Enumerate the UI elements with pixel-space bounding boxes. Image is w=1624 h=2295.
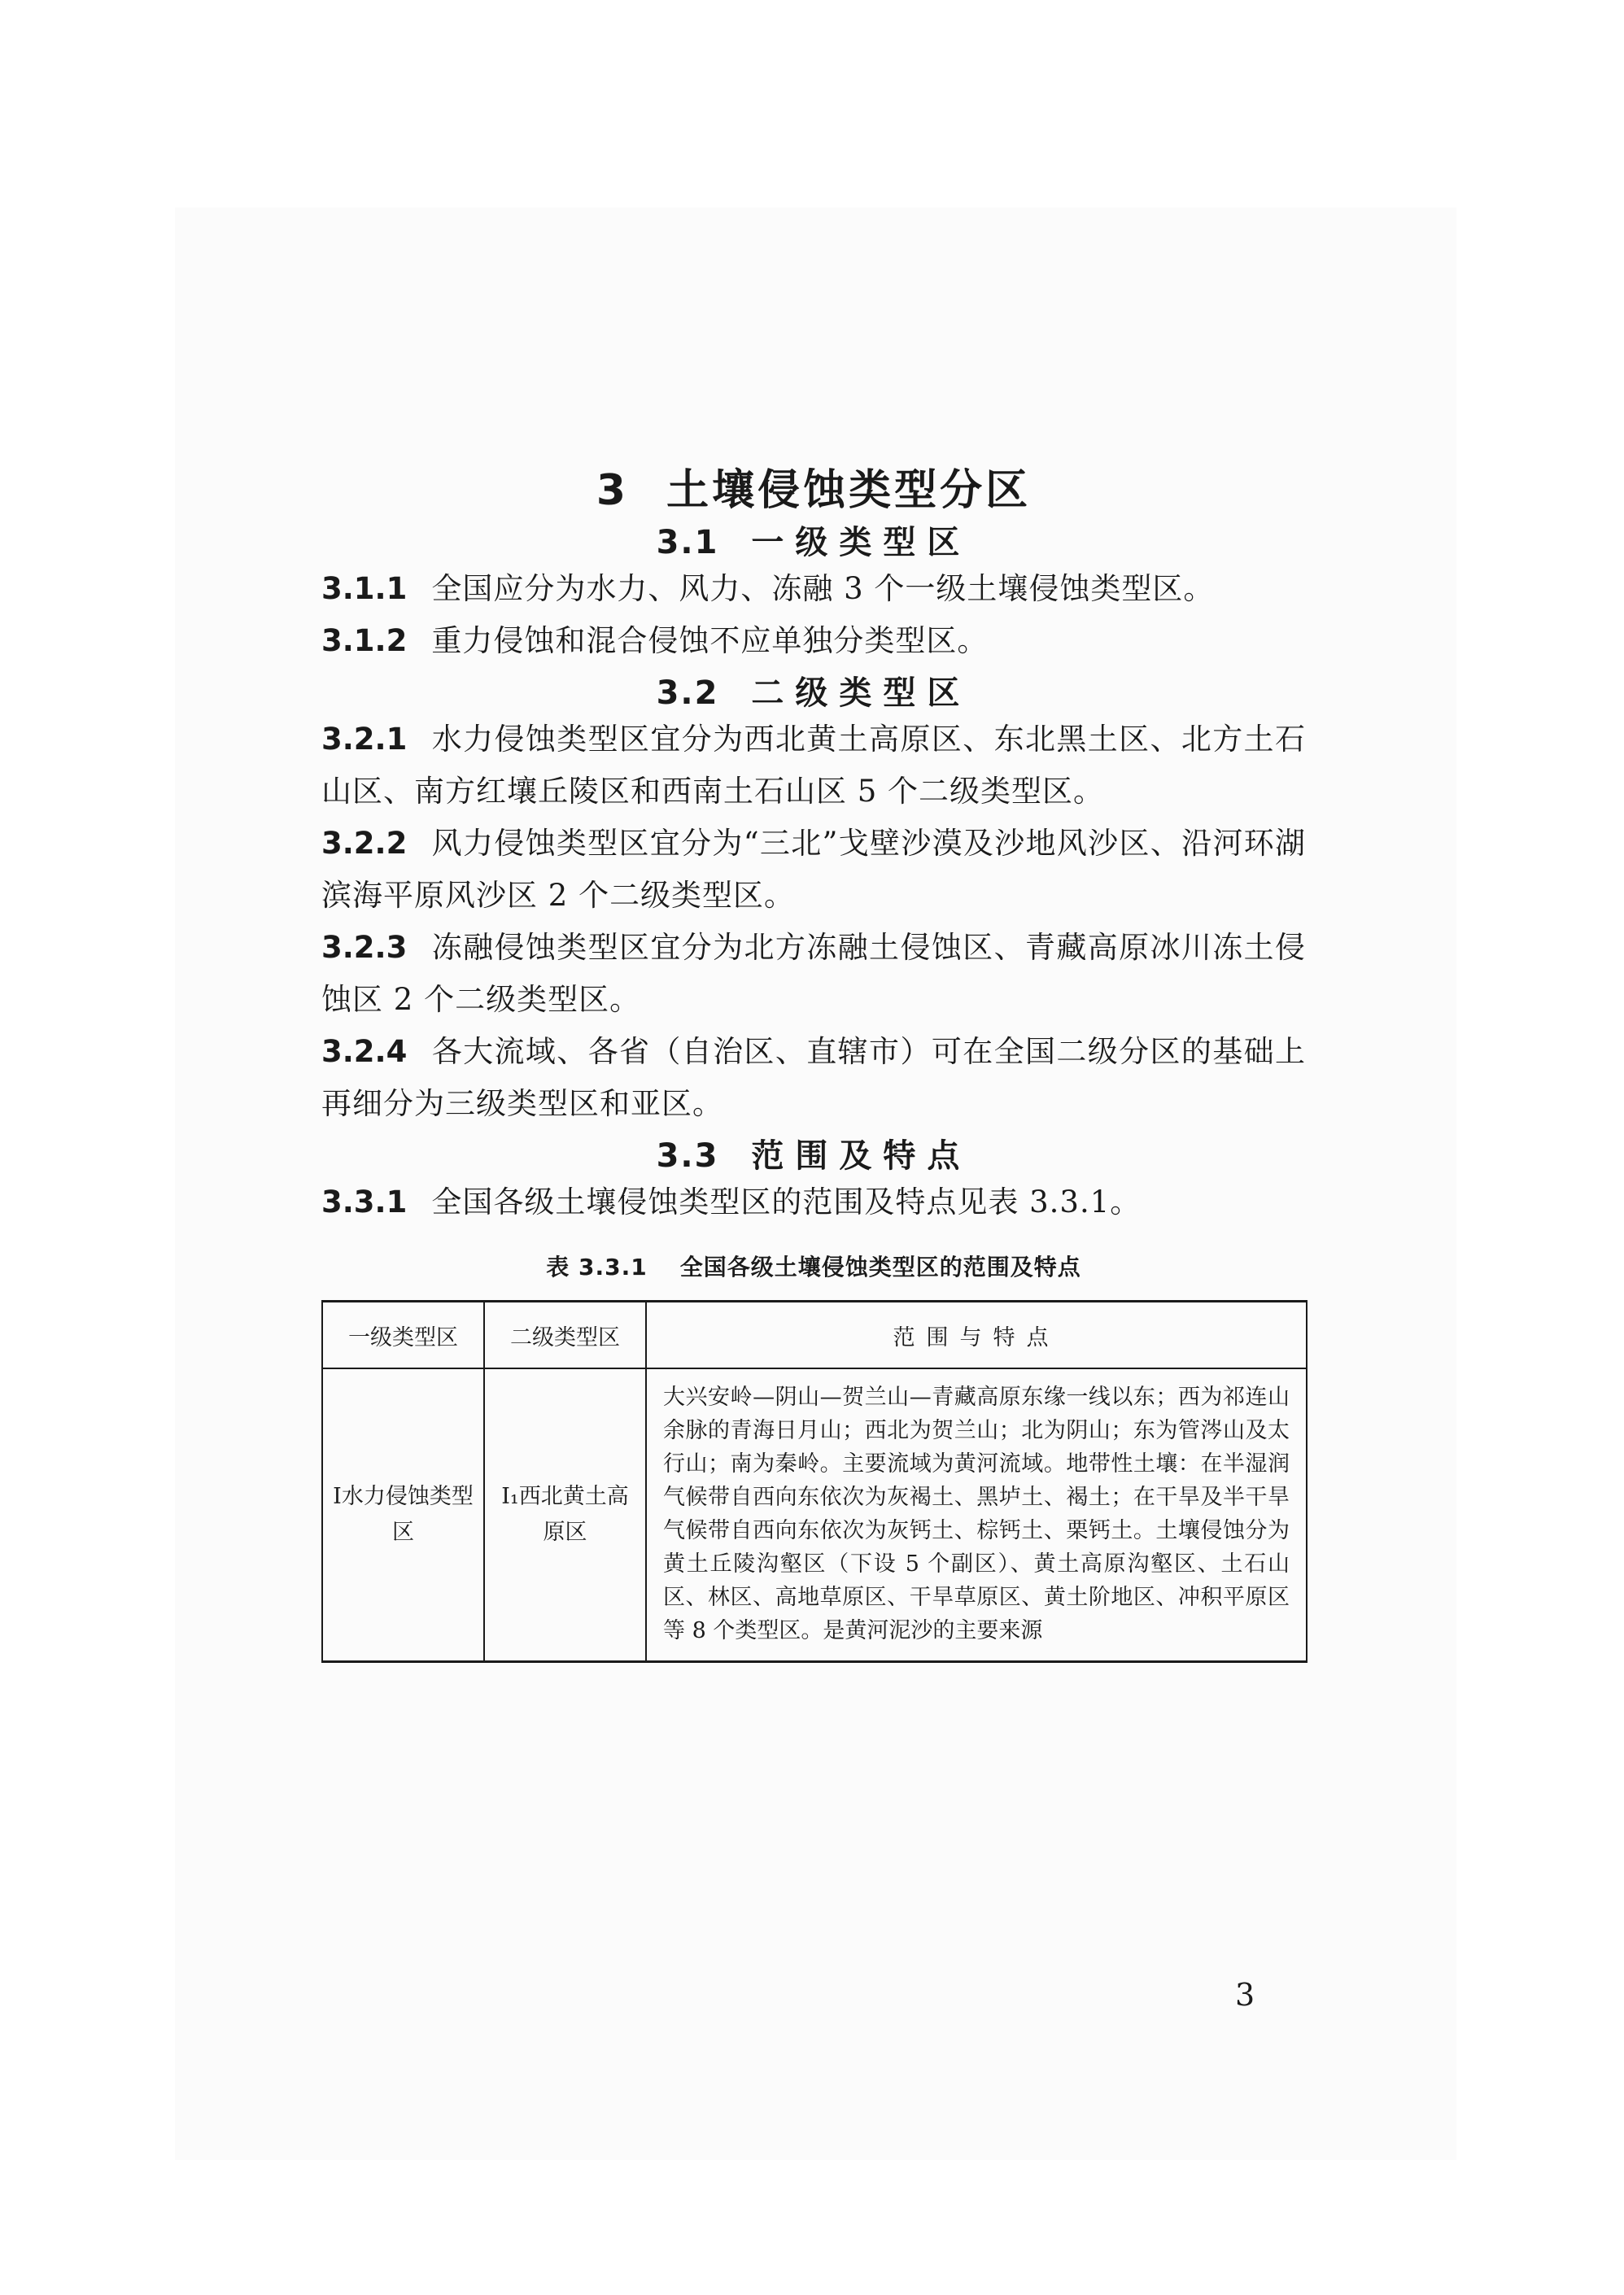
clause-text: 风力侵蚀类型区宜分为“三北”戈壁沙漠及沙地风沙区、沿河环湖滨海平原风沙区 2 个二级类型区。 [321, 826, 1306, 913]
cell-level2: Ⅰ₁西北黄土高原区 [484, 1368, 646, 1662]
table-row [322, 1368, 1307, 1662]
section-heading-3-2 [321, 667, 1306, 713]
clause-3-2-4 [321, 1026, 1306, 1130]
chapter-number: 3 [596, 466, 630, 515]
header-level1: 一级类型区 [322, 1302, 484, 1369]
clause-text: 各大流域、各省（自治区、直辖市）可在全国二级分区的基础上再细分为三级类型区和亚区。 [321, 1034, 1306, 1121]
table-caption [321, 1250, 1306, 1282]
table-header-row [322, 1302, 1307, 1369]
section-number: 3.2 [656, 674, 719, 712]
clause-3-2-3 [321, 922, 1306, 1026]
section-number: 3.1 [656, 524, 719, 561]
chapter-title: 土壤侵蚀类型分区 [666, 466, 1032, 515]
clause-3-2-2 [321, 818, 1306, 922]
section-heading-3-1 [321, 517, 1306, 563]
clause-number: 3.2.1 [321, 722, 408, 757]
clause-text: 冻融侵蚀类型区宜分为北方冻融土侵蚀区、青藏高原冰川冻土侵蚀区 2 个二级类型区。 [321, 930, 1306, 1017]
erosion-zones-table [321, 1300, 1307, 1663]
clause-text: 全国各级土壤侵蚀类型区的范围及特点见表 3.3.1。 [431, 1185, 1142, 1219]
clause-text: 水力侵蚀类型区宜分为西北黄土高原区、东北黑土区、北方土石山区、南方红壤丘陵区和西南土石山区 5 个二级类型区。 [321, 722, 1306, 809]
section-heading-3-3 [321, 1130, 1306, 1176]
section-title: 一级类型区 [751, 524, 971, 561]
page-number: 3 [1235, 1977, 1255, 2013]
section-title: 二级类型区 [751, 674, 971, 712]
clause-number: 3.2.4 [321, 1034, 408, 1069]
clause-number: 3.2.3 [321, 930, 408, 965]
header-range-features: 范围与特点 [646, 1302, 1307, 1369]
header-level2: 二级类型区 [484, 1302, 646, 1369]
clause-3-1-2 [321, 615, 1306, 667]
clause-3-3-1 [321, 1176, 1306, 1228]
cell-level1: Ⅰ水力侵蚀类型区 [322, 1368, 484, 1662]
clause-text: 重力侵蚀和混合侵蚀不应单独分类型区。 [431, 623, 989, 658]
table-title: 全国各级土壤侵蚀类型区的范围及特点 [679, 1254, 1081, 1281]
clause-number: 3.2.2 [321, 826, 408, 861]
clause-number: 3.1.1 [321, 571, 408, 606]
section-number: 3.3 [656, 1137, 719, 1175]
clause-number: 3.1.2 [321, 623, 408, 658]
section-title: 范围及特点 [751, 1137, 971, 1175]
document-body [321, 456, 1306, 1663]
cell-description: 大兴安岭—阴山—贺兰山—青藏高原东缘一线以东；西为祁连山余脉的青海日月山；西北为贺兰山；北为阴山；东为管涔山及太行山；南为秦岭。主要流域为黄河流域。地带性土壤：在半湿润气候带自西向东依次为灰褐土、黑垆土、褐土；在干旱及半干旱气候带自西向东依次为灰钙土、棕钙土、栗钙土。土壤侵蚀分为黄土丘陵沟壑区（下设 5 个副区）、黄土高原沟壑区、土石山区、林区、高地草原区、干旱草原区、黄土阶地区、冲积平原区等 8 个类型区。是黄河泥沙的主要来源 [646, 1368, 1307, 1662]
clause-3-2-1 [321, 713, 1306, 818]
chapter-heading [321, 456, 1306, 517]
clause-3-1-1 [321, 563, 1306, 615]
clause-number: 3.3.1 [321, 1185, 408, 1219]
clause-text: 全国应分为水力、风力、冻融 3 个一级土壤侵蚀类型区。 [431, 571, 1215, 606]
table-number: 表 3.3.1 [546, 1254, 648, 1281]
